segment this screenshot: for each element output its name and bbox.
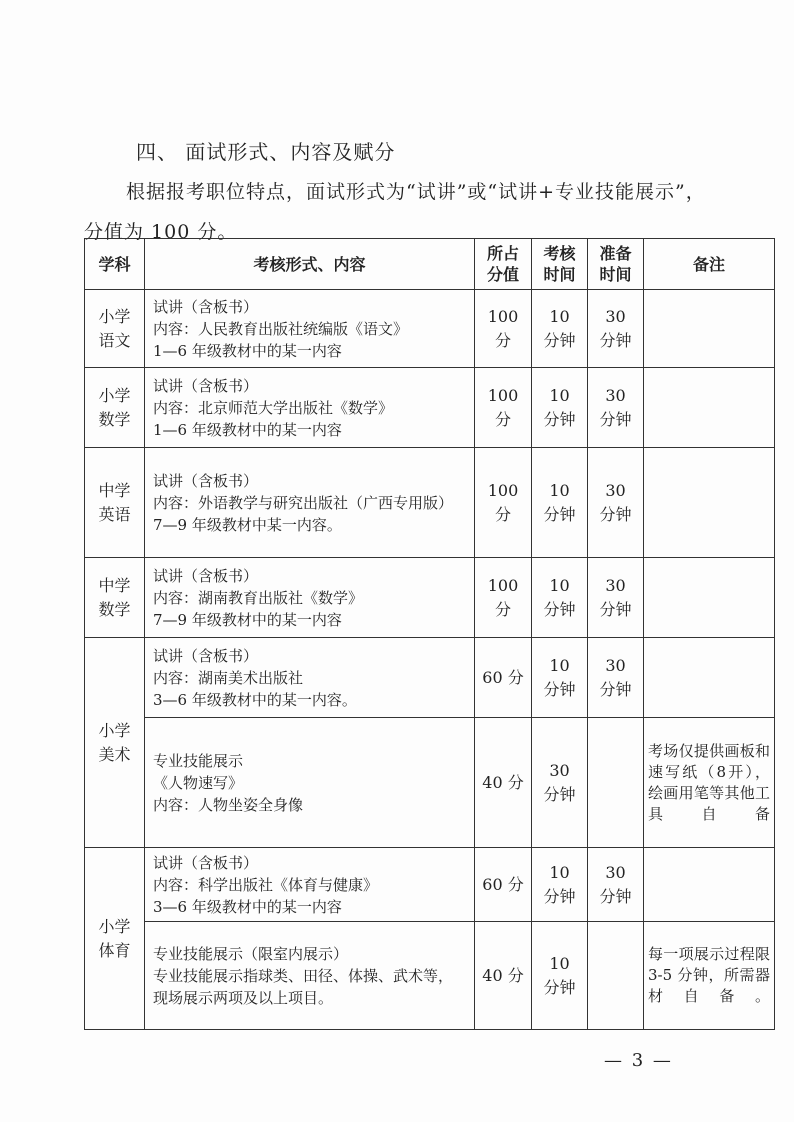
score-cell: 40 分 (475, 922, 532, 1030)
subject-cell: 小学体育 (85, 848, 145, 1030)
form-text: 试讲（含板书） (153, 297, 259, 316)
subject-cell: 小学数学 (85, 368, 145, 448)
note-cell (644, 558, 775, 638)
assess-time-cell: 10分钟 (532, 922, 588, 1030)
note-cell (644, 290, 775, 368)
score-cell: 100分 (475, 448, 532, 558)
content-cell (145, 448, 475, 558)
subject-cell: 小学语文 (85, 290, 145, 368)
assess-time-cell: 10分钟 (532, 848, 588, 922)
header-assess-time: 考核时间 (532, 239, 588, 290)
table-row (85, 922, 775, 1030)
prep-time-cell: 30分钟 (588, 848, 644, 922)
range-text: 7—9 年级教材中的某一内容 (153, 610, 342, 629)
prep-time-cell: 30分钟 (588, 368, 644, 448)
note-cell (644, 848, 775, 922)
content-cell (145, 558, 475, 638)
score-cell: 60 分 (475, 638, 532, 718)
table-row (85, 638, 775, 718)
score-cell: 100分 (475, 558, 532, 638)
header-note: 备注 (644, 239, 775, 290)
page-number: — 3 — (604, 1050, 673, 1071)
section-heading: 四、 面试形式、内容及赋分 (136, 140, 396, 164)
content-text: 专业技能展示指球类、田径、体操、武术等，现场展示两项及以上项目。 (153, 966, 454, 1007)
content-text: 《人物速写》 (153, 773, 244, 792)
score-cell: 40 分 (475, 718, 532, 848)
form-text: 专业技能展示（限室内展示） (153, 944, 349, 963)
subject-cell: 小学美术 (85, 638, 145, 848)
content-cell (145, 922, 475, 1030)
header-score: 所占分值 (475, 239, 532, 290)
form-text: 试讲（含板书） (153, 566, 259, 585)
form-text: 试讲（含板书） (153, 471, 259, 490)
assessment-table (84, 238, 775, 1030)
note-cell (644, 448, 775, 558)
prep-time-cell: 30分钟 (588, 638, 644, 718)
form-text: 专业技能展示 (153, 751, 244, 770)
assess-time-cell: 10分钟 (532, 558, 588, 638)
range-text: 3—6 年级教材中的某一内容。 (153, 690, 357, 709)
table-row (85, 448, 775, 558)
range-text: 1—6 年级教材中的某一内容 (153, 341, 342, 360)
range-text: 1—6 年级教材中的某一内容 (153, 420, 342, 439)
table-row (85, 718, 775, 848)
assess-time-cell: 10分钟 (532, 368, 588, 448)
content-cell (145, 368, 475, 448)
note-cell: 考场仅提供画板和速写纸（8开），绘画用笔等其他工具自备 (644, 718, 775, 848)
form-text: 试讲（含板书） (153, 853, 259, 872)
table-row (85, 558, 775, 638)
content-cell (145, 290, 475, 368)
content-text: 内容：科学出版社《体育与健康》 (153, 875, 379, 894)
content-text: 内容：外语教学与研究出版社（广西专用版） (153, 493, 454, 512)
assess-time-cell: 10分钟 (532, 448, 588, 558)
note-cell (644, 638, 775, 718)
content-text: 内容：湖南美术出版社 (153, 668, 304, 687)
subject-cell: 中学数学 (85, 558, 145, 638)
content-text: 内容：人民教育出版社统编版《语文》 (153, 319, 409, 338)
form-text: 试讲（含板书） (153, 646, 259, 665)
table-row (85, 848, 775, 922)
table-header-row (85, 239, 775, 290)
header-content: 考核形式、内容 (145, 239, 475, 290)
score-cell: 100分 (475, 290, 532, 368)
range-text: 内容：人物坐姿全身像 (153, 795, 304, 814)
content-cell (145, 638, 475, 718)
assess-time-cell: 10分钟 (532, 290, 588, 368)
prep-time-cell: 30分钟 (588, 558, 644, 638)
header-prep-time: 准备时间 (588, 239, 644, 290)
content-cell (145, 718, 475, 848)
score-cell: 100分 (475, 368, 532, 448)
intro-paragraph: 根据报考职位特点，面试形式为“试讲”或“试讲+专业技能展示”，分值为 100 分。 (84, 181, 706, 243)
score-cell: 60 分 (475, 848, 532, 922)
prep-time-cell: 30分钟 (588, 448, 644, 558)
prep-time-cell: 30分钟 (588, 290, 644, 368)
assess-time-cell: 30分钟 (532, 718, 588, 848)
prep-time-cell (588, 718, 644, 848)
note-cell: 每一项展示过程限 3-5 分钟，所需器材自备。 (644, 922, 775, 1030)
table-row (85, 368, 775, 448)
content-text: 内容：湖南教育出版社《数学》 (153, 588, 364, 607)
table-row (85, 290, 775, 368)
note-cell (644, 368, 775, 448)
range-text: 7—9 年级教材中某一内容。 (153, 515, 342, 534)
content-cell (145, 848, 475, 922)
content-text: 内容：北京师范大学出版社《数学》 (153, 398, 394, 417)
form-text: 试讲（含板书） (153, 376, 259, 395)
subject-cell: 中学英语 (85, 448, 145, 558)
assess-time-cell: 10分钟 (532, 638, 588, 718)
header-subject: 学科 (85, 239, 145, 290)
prep-time-cell (588, 922, 644, 1030)
range-text: 3—6 年级教材中的某一内容 (153, 897, 342, 916)
